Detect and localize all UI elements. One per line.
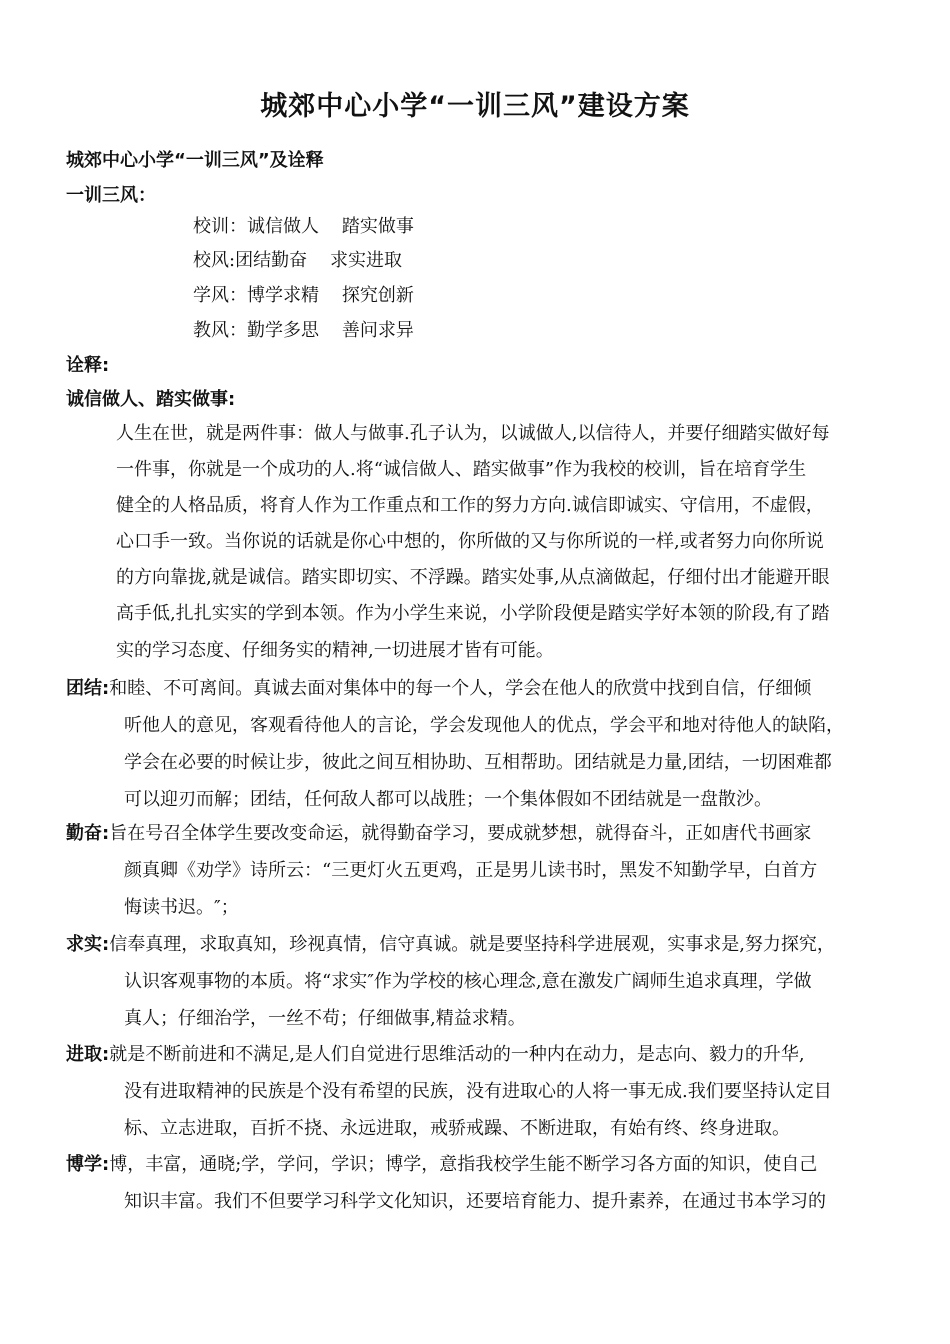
entry-line: 知识丰富。我们不但要学习科学文化知识，还要培育能力、提升素养，在通过书本学习的 (124, 1191, 826, 1212)
intro-line: 心口手一致。当你说的话就是你心中想的，你所做的又与你所说的一样,或者努力向你所说 (116, 531, 824, 552)
entry-line: 旨在号召全体学生要改变命运，就得勤奋学习，要成就梦想，就得奋斗，正如唐代书画家 (109, 823, 812, 844)
section-heading: 城郊中心小学“一训三风”及诠释 (66, 150, 324, 171)
entry-line: 听他人的意见，客观看待他人的言论，学会发现他人的优点，学会平和地对待他人的缺陷， (124, 715, 844, 736)
motto-school-style: 校风:团结勤奋 求实进取 (193, 250, 402, 271)
entry-truth-seeking (66, 926, 896, 1037)
entry-unity (66, 670, 896, 818)
entry-line: 颜真卿《劝学》诗所云：“三更灯火五更鸡，正是男儿读书时，黑发不知勤学早，白首方 (124, 860, 818, 881)
intro-line: 的方向靠拢,就是诚信。踏实即切实、不浮躁。踏实处事,从点滴做起，仔细付出才能避开眼 (116, 567, 830, 588)
sub-heading: 诚信做人、踏实做事: (66, 389, 236, 410)
entry-line: 信奉真理，求取真知，珍视真情，信守真诚。就是要坚持科学进展观，实事求是,努力探究， (109, 934, 835, 955)
mottos-label: 一训三风： (66, 185, 156, 206)
intro-line: 实的学习态度、仔细务实的精神,一切进展才皆有可能。 (116, 640, 554, 661)
motto-teaching-style: 教风：勤学多思 善问求异 (193, 320, 414, 341)
entry-line: 和睦、不可离间。真诚去面对集体中的每一个人，学会在他人的欣赏中找到自信，仔细倾 (109, 678, 812, 699)
entry-term: 求实: (66, 934, 110, 955)
entry-diligence (66, 815, 896, 926)
entry-line: 博，丰富，通晓;学，学问，学识；博学，意指我校学生能不断学习各方面的知识，使自己 (109, 1154, 818, 1175)
intro-line: 一件事，你就是一个成功的人.将“诚信做人、踏实做事”作为我校的校训，旨在培育学生 (116, 459, 807, 480)
document-title: 城郊中心小学“一训三风”建设方案 (260, 91, 690, 122)
entry-line: 认识客观事物的本质。将“求实″作为学校的核心理念,意在激发广阔师生追求真理，学做 (124, 971, 812, 992)
intro-line: 高手低,扎扎实实的学到本领。作为小学生来说，小学阶段便是踏实学好本领的阶段,有了踏 (116, 603, 830, 624)
entry-term: 勤奋: (66, 823, 110, 844)
explain-label: 诠释: (66, 355, 110, 376)
intro-line: 人生在世，就是两件事：做人与做事.孔子认为，以诚做人,以信待人，并要仔细踏实做好每 (116, 423, 830, 444)
entry-line: 真人；仔细治学，一丝不苟；仔细做事,精益求精。 (124, 1008, 526, 1029)
entry-line: 没有进取精神的民族是个没有希望的民族，没有进取心的人将一事无成.我们要坚持认定目 (124, 1081, 832, 1102)
entry-enterprise (66, 1036, 896, 1147)
entry-erudition (66, 1146, 896, 1220)
entry-line: 悔读书迟。″； (124, 897, 239, 918)
entry-line: 学会在必要的时候让步，彼此之间互相协助、互相帮助。团结就是力量,团结，一切困难都 (124, 752, 832, 773)
entry-line: 可以迎刃而解；团结，任何敌人都可以战胜；一个集体假如不团结就是一盘散沙。 (124, 789, 772, 810)
intro-line: 健全的人格品质，将育人作为工作重点和工作的努力方向.诚信即诚实、守信用，不虚假， (116, 495, 824, 516)
entry-term: 进取: (66, 1044, 110, 1065)
entry-line: 就是不断前进和不满足,是人们自觉进行思维活动的一种内在动力，是志向、毅力的升华, (109, 1044, 805, 1065)
entry-line: 标、立志进取，百折不挠、永远进取，戒骄戒躁、不断进取，有始有终、终身进取。 (124, 1118, 790, 1139)
motto-school: 校训：诚信做人 踏实做事 (193, 216, 414, 237)
entry-term: 博学: (66, 1154, 110, 1175)
motto-study-style: 学风：博学求精 探究创新 (193, 285, 414, 306)
entry-term: 团结: (66, 678, 110, 699)
